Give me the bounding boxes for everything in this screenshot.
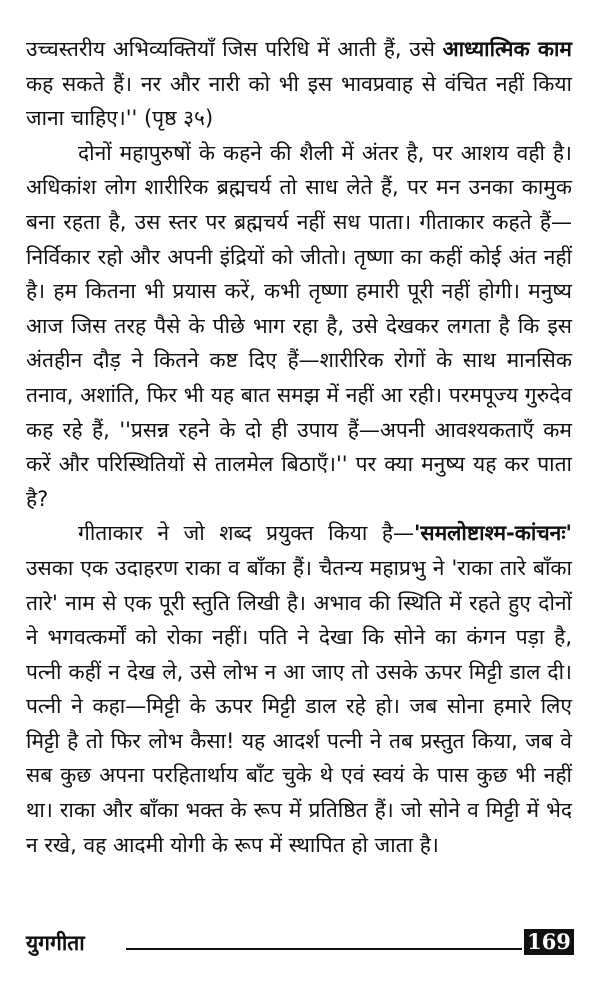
paragraph-3-text-a: गीताकार ने जो शब्द प्रयुक्त किया है— xyxy=(78,521,414,546)
running-title: युगगीता xyxy=(26,931,85,955)
paragraph-2: दोनों महापुरुषों के कहने की शैली में अंतर है, पर आशय वही है। अधिकांश लोग शारीरिक ब्रह्मचर्य तो साध लेते हैं, पर मन उनका कामुक बना रहता है, उस स्तर पर ब्रह्मचर्य नहीं सध पाता। गीताकार कहते हैं—निर्विकार रहो और अपनी इंद्रियों को जीतो। तृष्णा का कहीं कोई अंत नहीं है। हम कितना भी प्रयास करें, कभी तृष्णा हमारी पूरी नहीं होगी। मनुष्य आज जिस तरह पैसे के पीछे भाग रहा है, उसे देखकर लगता है कि इस अंतहीन दौड़ ने कितने कष्ट दिए हैं—शारीरिक रोगों के साथ मानसिक तनाव, अशांति, फिर भी यह बात समझ में नहीं आ रही। परमपूज्य गुरुदेव कह रहे हैं, ''प्रसन्न रहने के दो ही उपाय हैं—अपनी आवश्यकताएँ कम करें और परिस्थितियों से तालमेल बिठाएँ।'' पर क्या मनुष्य यह कर पाता है? xyxy=(26,140,572,511)
paragraph-1-text-a: उच्चस्तरीय अभिव्यक्तियाँ जिस परिधि में आती हैं, उसे xyxy=(26,37,443,61)
page-footer xyxy=(26,918,574,958)
footer-rule xyxy=(126,948,522,950)
paragraph-3 xyxy=(26,516,572,862)
page-number: 169 xyxy=(524,929,574,955)
paragraph-1-bold-term: आध्यात्मिक काम xyxy=(442,37,572,61)
paragraph-3-bold-term: 'समलोष्टाश्म-कांचनः' xyxy=(414,521,572,546)
paragraph-1-text-b: कह सकते हैं। नर और नारी को भी इस भावप्रवाह से वंचित नहीं किया जाना चाहिए।'' (पृष्ठ ३५) xyxy=(26,71,572,131)
paragraph-3-text-b: उसका एक उदाहरण राका व बाँका हैं। चैतन्य महाप्रभु ने 'राका तारे बाँका तारे' नाम से एक पूरी स्तुति लिखी है। अभाव की स्थिति में रहते हुए दोनों ने भगवत्कर्मों को रोका नहीं। पति ने देखा कि सोने का कंगन पड़ा है, पत्नी कहीं न देख ले, उसे लोभ न आ जाए तो उसके ऊपर मिट्टी डाल दी। पत्नी ने कहा—मिट्टी के ऊपर मिट्टी डाल रहे हो। जब सोना हमारे लिए मिट्टी है तो फिर लोभ कैसा! यह आदर्श पत्नी ने तब प्रस्तुत किया, जब वे सब कुछ अपना परहितार्थाय बाँट चुके थे एवं स्वयं के पास कुछ भी नहीं था। राका और बाँका भक्त के रूप में प्रतिष्ठित हैं। जो सोने व मिट्टी में भेद न रखे, वह आदमी योगी के रूप में स्थापित हो जाता है। xyxy=(26,555,572,857)
paragraph-1 xyxy=(26,32,572,136)
page-body xyxy=(26,32,572,862)
